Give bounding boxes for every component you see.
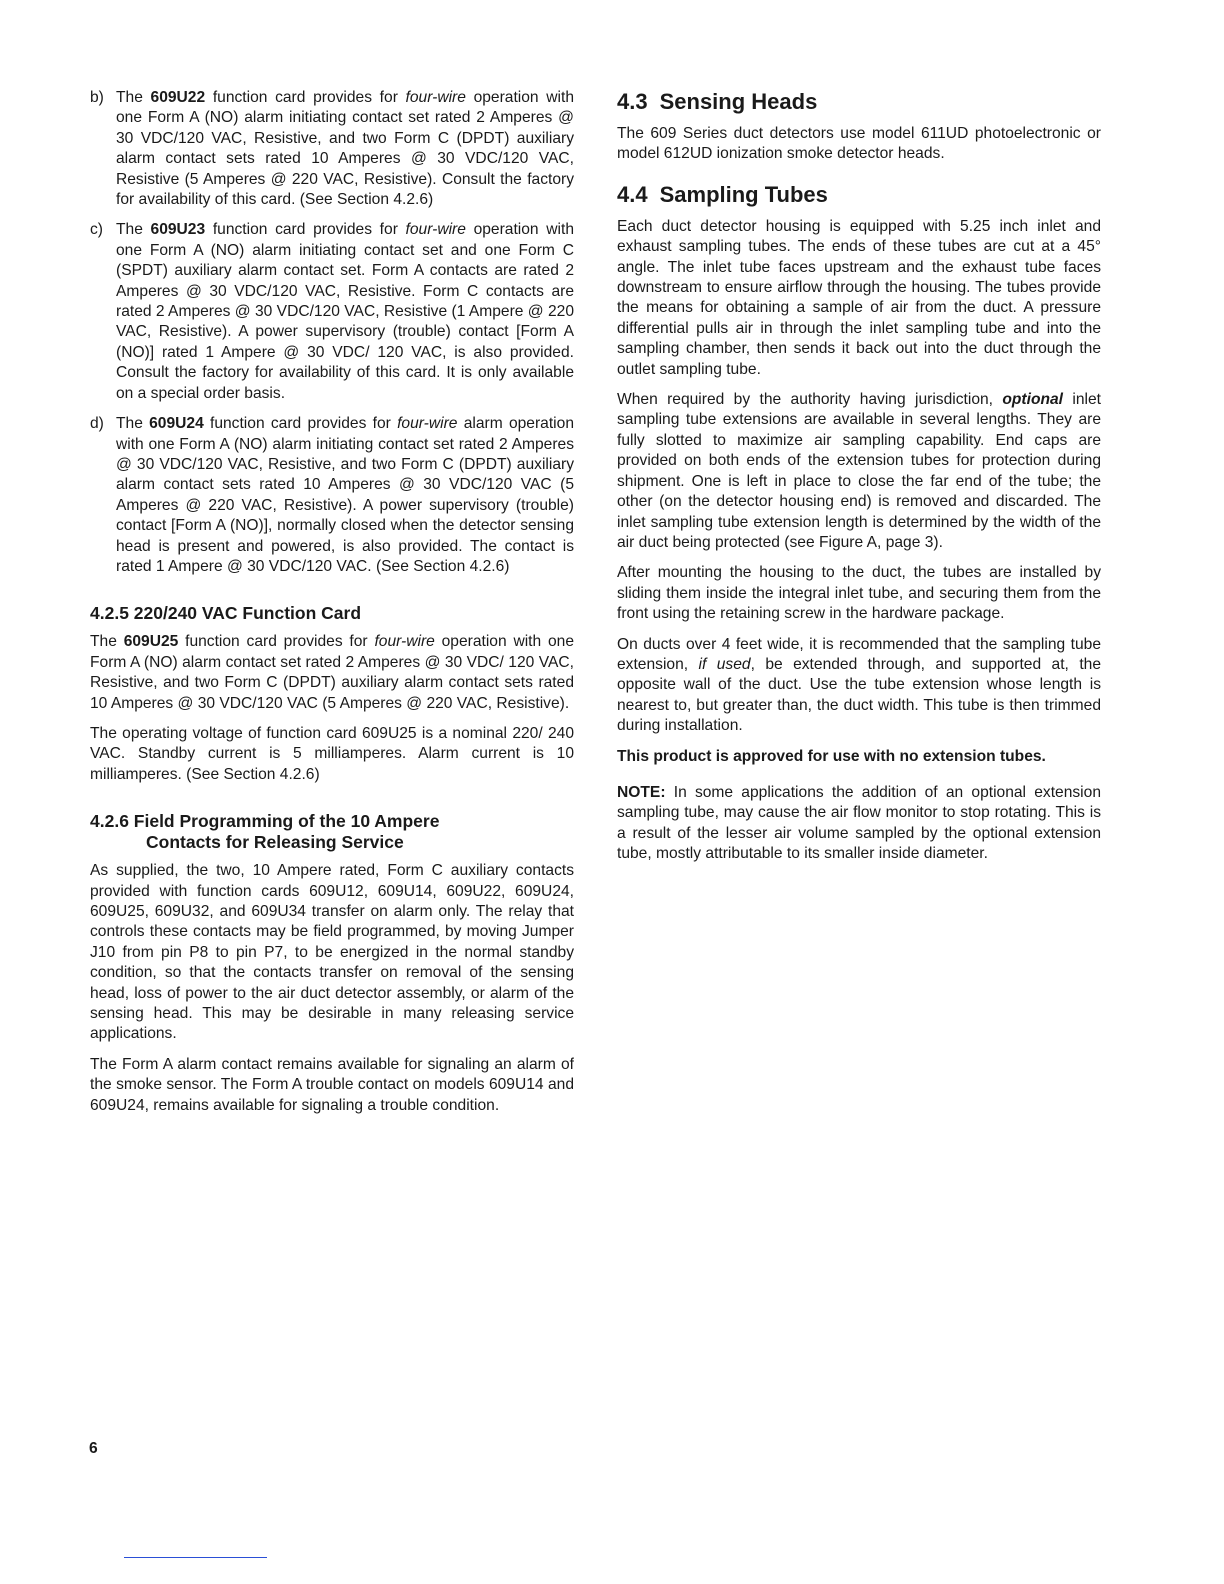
section-heading-4-2-5: 4.2.5 220/240 VAC Function Card xyxy=(90,603,362,624)
section-number: 4.4 xyxy=(617,181,648,207)
paragraph: The Form A alarm contact remains available for signaling an alarm of the smoke sensor. The Form A trouble contact on models 609U14 and 609U24, remains available for signaling a trouble condition. xyxy=(90,1055,574,1114)
section-heading-4-2-6 xyxy=(90,811,574,853)
paragraph xyxy=(617,635,1101,737)
heading-line: Contacts for Releasing Service xyxy=(146,832,404,853)
text-run: The xyxy=(90,633,124,651)
paragraph: After mounting the housing to the duct, the tubes are installed by sliding them inside the integral inlet tube, and securing them from the front using the retaining screw in the hardware package. xyxy=(617,564,1101,623)
section-title: Sampling Tubes xyxy=(659,181,828,207)
note-label: NOTE: xyxy=(617,783,666,801)
text-run: operation with one Form A (NO) alarm contact set rated 2 Amperes @ 30 VDC/ 120 VAC, Resistive, and two Form C (DPDT) auxiliary alarm contact sets rated 10 Amperes @ 30 VDC/120 VAC (5 Amperes @ 220 VAC, Resistive). xyxy=(90,633,574,712)
text-run: The xyxy=(116,415,150,433)
right-column xyxy=(617,88,1101,875)
model-number: 609U23 xyxy=(150,221,206,239)
emphasis: four-wire xyxy=(405,221,466,239)
list-label: d) xyxy=(90,415,104,433)
emphasis: four-wire xyxy=(405,89,466,106)
paragraph xyxy=(90,632,574,714)
text-run: function card provides for xyxy=(205,221,406,239)
paragraph: Each duct detector housing is equipped with 5.25 inch inlet and exhaust sampling tubes. The ends of these tubes are cut at a 45° angle. The inlet tube faces upstream and the exhaust tube faces downstream to ensure airflow through the housing. The tubes provide the means for obtaining a sample of air from the duct. A pressure differential pulls air in through the inlet sampling tube and into the sampling chamber, then sends it back out into the duct through the outlet sampling tube. xyxy=(617,217,1101,378)
emphasis: four-wire xyxy=(374,633,435,651)
list-item-c xyxy=(90,220,574,404)
text-run: function card provides for xyxy=(203,415,398,433)
list-label: b) xyxy=(90,89,104,106)
heading-line: 4.2.6 Field Programming of the 10 Ampere xyxy=(90,811,440,832)
text-run: On ducts over 4 feet wide, it is recommended that the sampling tube extension, xyxy=(617,635,1101,673)
left-column xyxy=(90,88,574,1126)
paragraph: The operating voltage of function card 609U25 is a nominal 220/ 240 VAC. Standby current is 5 milliamperes. Alarm current is 10 milliamperes. (See Section 4.2.6) xyxy=(90,724,574,783)
text-run: inlet sampling tube extensions are available in several lengths. They are fully slotted to maximize air sampling capability. End caps are provided on both ends of the extension tubes for protection during shipment. One is left in place to close the far end of the tube; the other (on the detector housing end) is removed and discarded. The inlet sampling tube extension length is determined by the width of the air duct being protected (see Figure A, page 3). xyxy=(617,391,1101,551)
text-run: , be extended through, and supported at, the opposite wall of the duct. Use the tube extension whose length is nearest to, but greater than, the duct width. This tube is then trimmed during installation. xyxy=(617,655,1101,735)
model-number: 609U24 xyxy=(149,415,204,433)
text-run: When required by the authority having jurisdiction, xyxy=(617,391,1003,409)
paragraph xyxy=(617,390,1101,553)
list-item-d xyxy=(90,414,574,577)
list-item-text xyxy=(116,414,574,577)
paragraph: The 609 Series duct detectors use model 611UD photoelectronic or model 612UD ionization smoke detector heads. xyxy=(617,125,1101,163)
text-run: operation with one Form A (NO) alarm initiating contact set rated 2 Amperes @ 30 VDC/120 VAC, Resistive, and two Form C (DPDT) auxiliary alarm contact sets rated 10 Amperes @ 30 VDC/120 VAC, Resistive (5 Amperes @ 220 VAC, Resistive). Consult the factory for availability of this card. (See Section 4.2.6) xyxy=(116,89,574,209)
list-item-text xyxy=(116,88,574,210)
section-heading-4-4 xyxy=(617,181,1101,209)
text-run: The xyxy=(116,221,151,239)
text-run: The xyxy=(116,89,151,106)
list-item-b xyxy=(90,88,574,210)
text-run: alarm operation with one Form A (NO) alarm initiating contact set rated 2 Amperes @ 30 VDC/120 VAC, Resistive, and two Form C (DPDT) auxiliary alarm contact sets rated 10 Amperes @ 30 VDC/120 VAC (5 Amperes @ 220 VAC, Resistive). A power supervisory (trouble) contact [Form A (NO)], normally closed when the detector sensing head is present and powered, is also provided. The contact is rated 1 Ampere @ 30 VDC/120 VAC. (See Section 4.2.6) xyxy=(116,415,574,575)
text-run: operation with one Form A (NO) alarm initiating contact set and one Form C (SPDT) auxiliary alarm contact set. Form A contacts are rated 2 Amperes @ 30 VDC/120 VAC, Resistive. Form C contacts are rated 2 Amperes @ 30 VDC/120 VAC, Resistive (1 Ampere @ 220 VAC, Resistive). A power supervisory (trouble) contact [Form A (NO)] rated 1 Ampere @ 30 VDC/ 120 VAC, is also provided. Consult the factory for availability of this card. It is only available on a special order basis. xyxy=(116,221,574,402)
list-label: c) xyxy=(90,221,103,239)
paragraph: As supplied, the two, 10 Ampere rated, Form C auxiliary contacts provided with function cards 609U12, 609U14, 609U22, 609U24, 609U25, 609U32, and 609U34 transfer on alarm only. The relay that controls these contacts may be field programmed, by moving Jumper J10 from pin P8 to pin P7, to be energized in the normal standby condition, so that the contacts transfer on removal of the sensing head, loss of power to the air duct detector assembly, or alarm of the sensing head. This may be desirable in many releasing service applications. xyxy=(90,862,574,1043)
emphasis: if used xyxy=(698,655,751,673)
page-number: 6 xyxy=(89,1440,98,1457)
section-title: Sensing Heads xyxy=(659,89,818,114)
emphasis: optional xyxy=(1002,391,1064,409)
model-number: 609U25 xyxy=(123,633,179,651)
footer-rule xyxy=(124,1557,267,1558)
text-run: In some applications the addition of an optional extension sampling tube, may cause the air flow monitor to stop rotating. This is a result of the lesser air volume sampled by the optional extension tube, mostly attributable to its smaller inside diameter. xyxy=(617,783,1101,863)
text-run: function card provides for xyxy=(205,89,406,106)
text-run: function card provides for xyxy=(178,633,375,651)
section-number: 4.3 xyxy=(617,89,648,114)
model-number: 609U22 xyxy=(150,89,206,106)
list-item-text xyxy=(116,220,574,404)
approval-statement: This product is approved for use with no extension tubes. xyxy=(617,747,1046,765)
section-heading-4-3 xyxy=(617,88,1101,116)
note-paragraph xyxy=(617,783,1101,865)
emphasis: four-wire xyxy=(397,415,458,433)
